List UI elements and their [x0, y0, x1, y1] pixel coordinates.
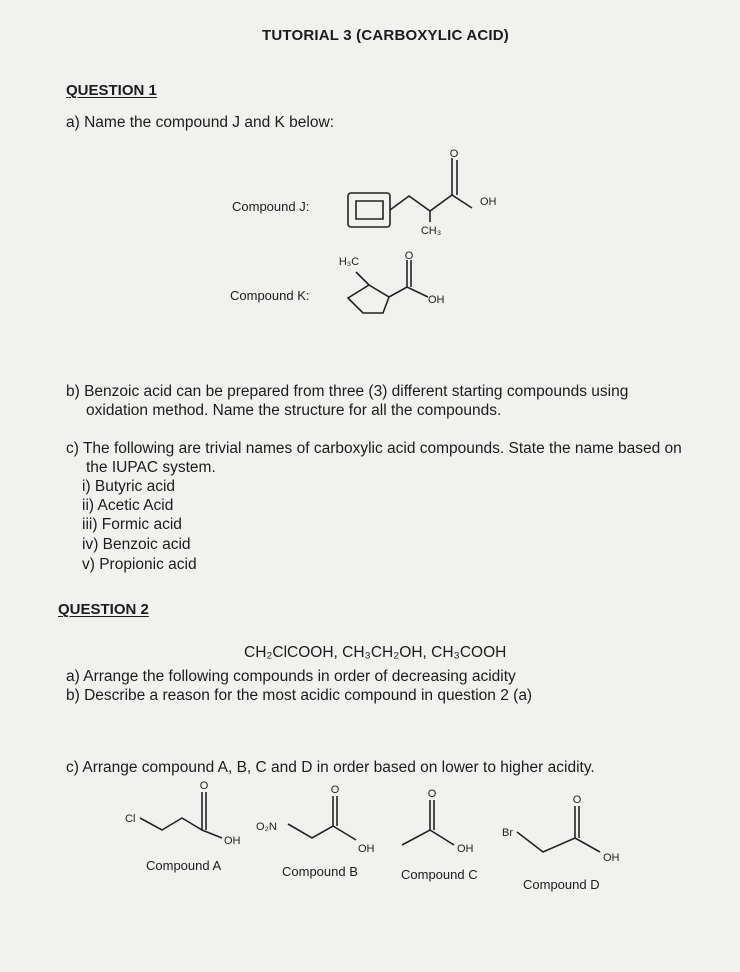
q2b-text: b) Describe a reason for the most acidic compound in question 2 (a)	[66, 687, 533, 704]
q2-compound-list: CH₂ClCOOH, CH₃CH₂OH, CH₃COOH	[244, 644, 507, 661]
atom-ch3: CH₃	[420, 225, 442, 237]
compound-c-label: Compound C	[401, 867, 478, 882]
atom-o: O	[404, 250, 414, 262]
atom-oh: OH	[224, 835, 241, 847]
question-2-heading: QUESTION 2	[58, 601, 149, 618]
atom-cl: Cl	[125, 813, 136, 825]
page-title: TUTORIAL 3 (CARBOXYLIC ACID)	[262, 27, 509, 44]
atom-o: O	[427, 788, 437, 800]
compound-b-label: Compound B	[282, 864, 358, 879]
question-1-heading: QUESTION 1	[66, 82, 157, 99]
compound-k-label: Compound K:	[230, 288, 310, 303]
q1c-line1: c) The following are trivial names of carboxylic acid compounds. State the name based on	[66, 440, 682, 457]
compound-j-label: Compound J:	[232, 199, 310, 214]
compound-d-label: Compound D	[523, 877, 600, 892]
atom-o: O	[330, 784, 340, 796]
atom-oh: OH	[480, 196, 497, 208]
compound-b-structure	[256, 784, 375, 855]
atom-o: O	[572, 794, 582, 806]
q2a-text: a) Arrange the following compounds in order of decreasing acidity	[66, 668, 516, 685]
q1c-item: i) Butyric acid	[82, 478, 176, 495]
q1c-line2: the IUPAC system.	[86, 459, 216, 476]
q1c-item: ii) Acetic Acid	[82, 497, 174, 514]
q1c-item: iv) Benzoic acid	[82, 536, 191, 553]
compound-c-structure	[402, 788, 474, 855]
q1c-item: iii) Formic acid	[82, 516, 182, 533]
atom-h3c: H₃C	[338, 256, 360, 268]
q1b-line2: oxidation method. Name the structure for all the compounds.	[86, 402, 502, 419]
q1b-line1: b) Benzoic acid can be prepared from three (3) different starting compounds using	[66, 383, 629, 400]
compound-a-structure	[125, 780, 241, 847]
atom-oh: OH	[428, 294, 445, 306]
compound-a-label: Compound A	[146, 858, 222, 873]
q1c-item: v) Propionic acid	[82, 556, 197, 573]
compound-d-structure	[502, 794, 620, 864]
atom-o2n: O₂N	[256, 821, 277, 833]
q2c-text: c) Arrange compound A, B, C and D in order based on lower to higher acidity.	[66, 759, 595, 776]
atom-o: O	[449, 148, 459, 160]
atom-o: O	[199, 780, 209, 792]
atom-oh: OH	[603, 852, 620, 864]
atom-br: Br	[502, 827, 513, 839]
q1a-text: a) Name the compound J and K below:	[66, 114, 334, 131]
atom-oh: OH	[358, 843, 375, 855]
atom-oh: OH	[457, 843, 474, 855]
